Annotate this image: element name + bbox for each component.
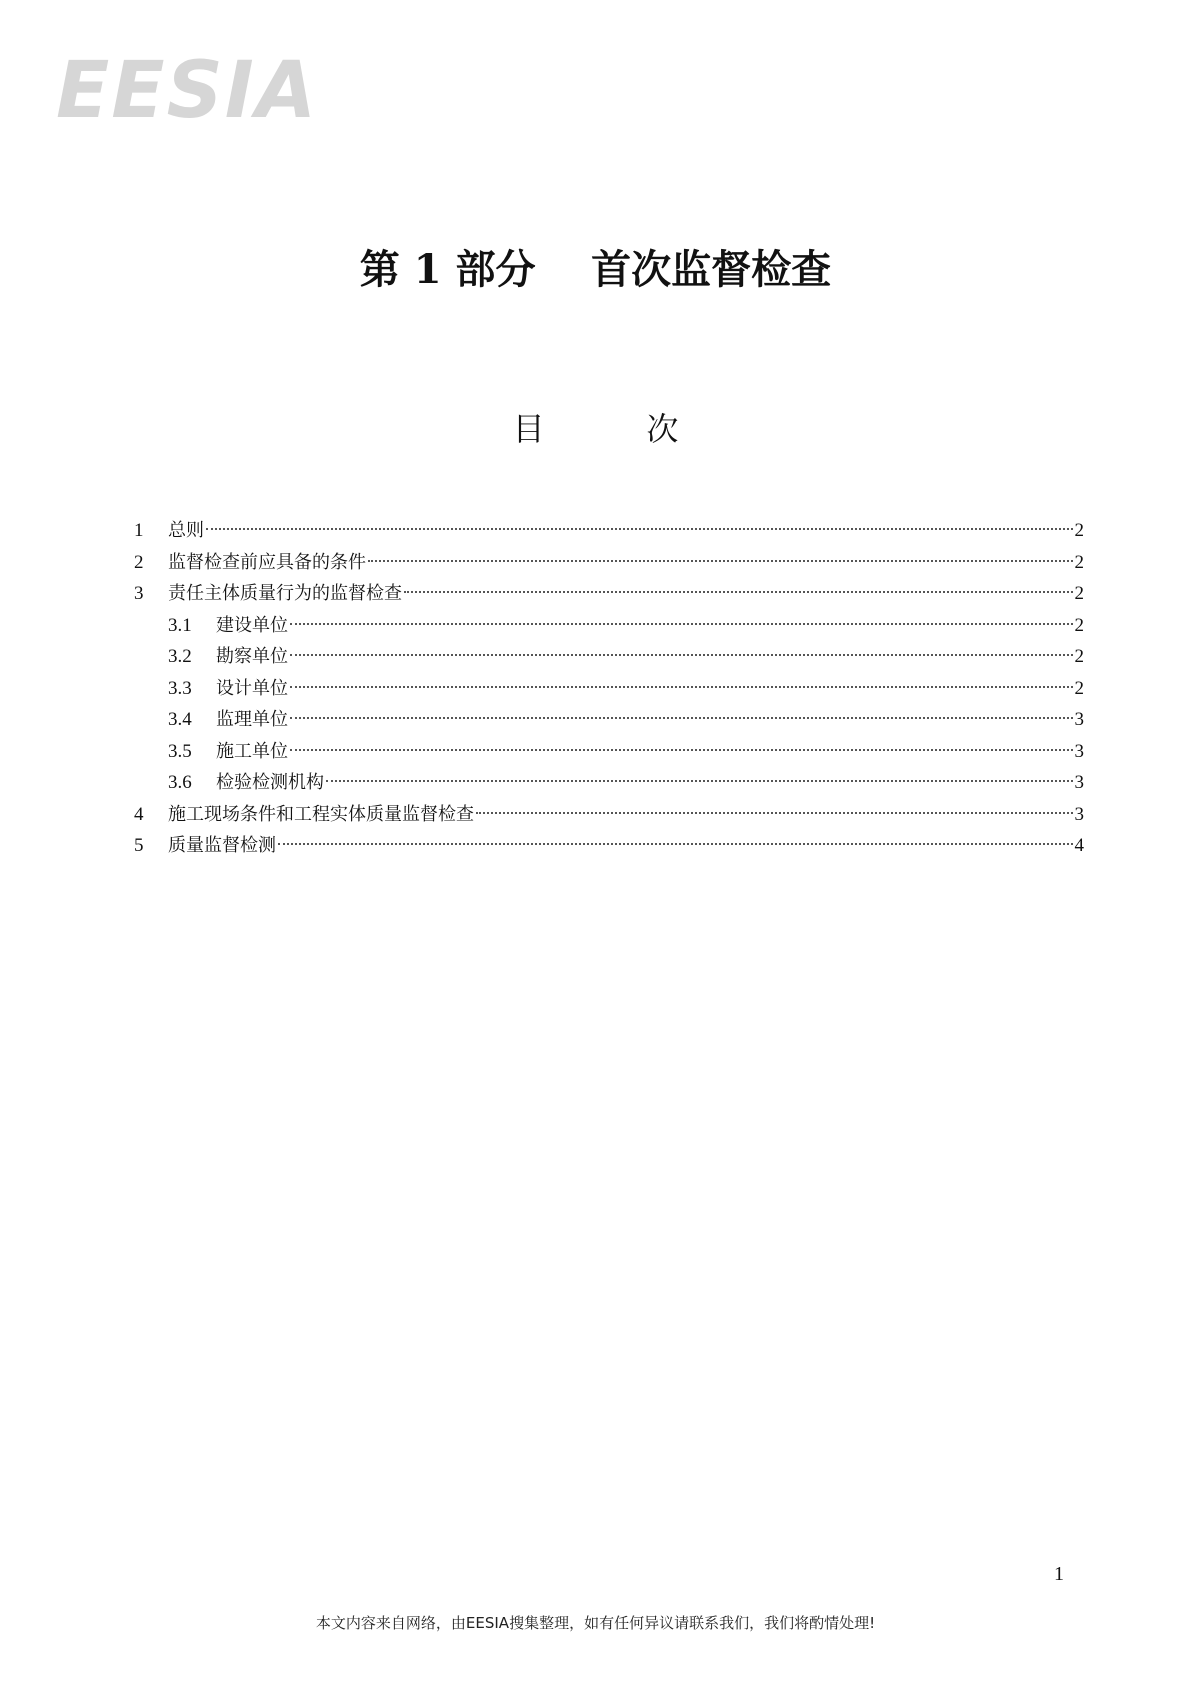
toc-item-page: 3 [1074,740,1084,762]
toc-leader-dots [290,654,1073,656]
toc-item-3-6[interactable] [134,767,1084,799]
toc-leader-dots [326,780,1073,782]
toc-leader-dots [206,528,1073,530]
toc-leader-dots [290,686,1073,688]
toc-item-label: 责任主体质量行为的监督检查 [168,583,402,604]
toc-item-label: 设计单位 [216,677,288,699]
toc-item-number: 2 [134,551,144,573]
toc-item-3-3[interactable] [134,673,1084,705]
toc-item-page: 2 [1074,677,1084,699]
toc-item-number: 3.4 [168,709,192,730]
toc-item-number: 3.5 [168,740,192,762]
toc-item-label: 总则 [168,520,204,541]
toc-item-number: 3.1 [168,614,192,636]
toc-item-page: 4 [1074,835,1084,856]
toc-item-label: 勘察单位 [216,646,288,667]
toc-item-3[interactable] [134,578,1084,610]
toc-leader-dots [290,749,1073,751]
toc-leader-dots [404,591,1073,593]
toc-item-number: 4 [134,803,144,825]
toc-item-4[interactable] [134,799,1084,831]
toc-item-label: 施工单位 [216,740,288,762]
toc-item-page: 2 [1074,614,1084,636]
table-of-contents [134,515,1084,862]
toc-leader-dots [290,623,1073,625]
toc-leader-dots [368,560,1073,562]
toc-item-page: 3 [1074,709,1084,730]
toc-item-page: 3 [1074,803,1084,825]
toc-item-number: 3.2 [168,646,192,667]
toc-item-number: 1 [134,520,144,541]
toc-leader-dots [278,843,1073,845]
toc-item-label: 建设单位 [216,614,288,636]
toc-leader-dots [476,812,1073,814]
toc-item-3-2[interactable] [134,641,1084,673]
toc-item-label: 监理单位 [216,709,288,730]
toc-item-label: 监督检查前应具备的条件 [168,551,366,573]
toc-title: 目 次 [512,410,679,448]
toc-item-page: 2 [1074,583,1084,604]
toc-item-3-5[interactable] [134,736,1084,768]
toc-item-page: 2 [1074,646,1084,667]
page-number: 1 [1054,1563,1064,1585]
toc-item-number: 3.3 [168,677,192,699]
part-title: 第 1 部分 首次监督检查 [359,246,832,293]
toc-item-3-4[interactable] [134,704,1084,736]
toc-item-page: 2 [1074,520,1084,541]
toc-leader-dots [290,717,1073,719]
toc-item-number: 3.6 [168,772,192,793]
eesia-logo: EESIA [56,46,319,136]
toc-item-label: 质量监督检测 [168,835,276,856]
toc-item-page: 2 [1074,551,1084,573]
toc-item-number: 5 [134,835,144,856]
toc-item-number: 3 [134,583,144,604]
toc-item-3-1[interactable] [134,610,1084,642]
toc-item-page: 3 [1074,772,1084,793]
toc-item-label: 检验检测机构 [216,772,324,793]
footer-note: 本文内容来自网络，由EESIA搜集整理，如有任何异议请联系我们，我们将酌情处理! [315,1614,876,1632]
toc-item-label: 施工现场条件和工程实体质量监督检查 [168,803,474,825]
toc-item-1[interactable] [134,515,1084,547]
toc-item-2[interactable] [134,547,1084,579]
toc-item-5[interactable] [134,830,1084,862]
